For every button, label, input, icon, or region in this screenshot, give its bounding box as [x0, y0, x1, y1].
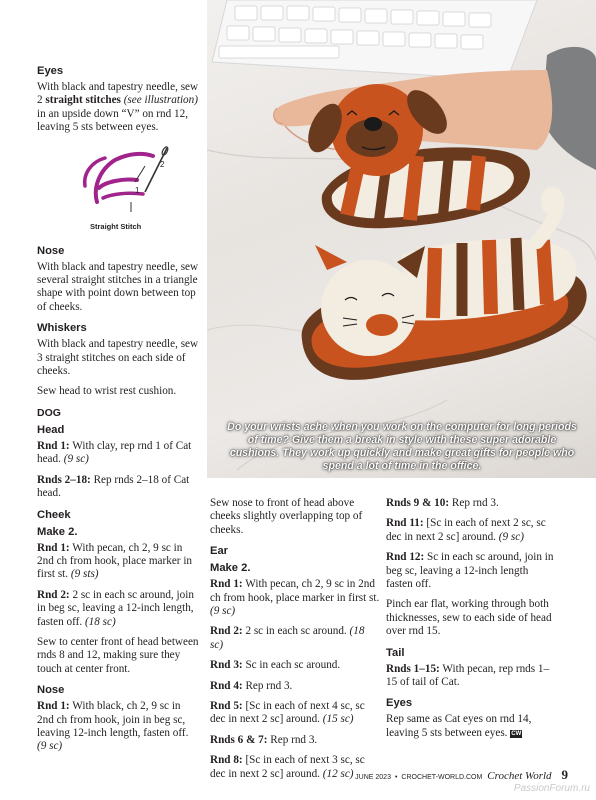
tail-heading: Tail: [386, 646, 405, 659]
eyes-instructions: With black and tapestry needle, sew 2 straight stitches (see illustration) in an upside down “V” on rnd 12, leaving 5 sts between eyes.: [37, 81, 199, 134]
keyboard: [212, 0, 537, 80]
dog-eyes-instructions: Rep same as Cat eyes on rnd 14, leaving 5 sts between eyes. CW: [386, 713, 532, 739]
dog-nose-rnd-1: Rnd 1: With black, ch 2, 9 sc in 2nd ch from hook, join in beg sc, leaving 12-inch length, fasten off. (9 sc): [37, 700, 189, 753]
diagram-number-2: 2: [160, 159, 165, 169]
ear-rnds-9-10: Rnds 9 & 10: Rep rnd 3.: [386, 497, 499, 509]
end-mark-icon: CW: [511, 730, 522, 737]
cheek-finishing: Sew to center front of head between rnds 8 and 12, making sure they touch at center front.: [37, 635, 199, 675]
watermark: PassionForum.ru: [513, 783, 590, 794]
ear-rnds-6-7: Rnds 6 & 7: Rep rnd 3.: [210, 733, 318, 746]
ear-rnd-1: Rnd 1: With pecan, ch 2, 9 sc in 2nd ch from hook, place marker in first st. (9 sc): [210, 578, 380, 618]
eyes-heading: Eyes: [37, 65, 64, 77]
cheek-rnd-2: Rnd 2: 2 sc in each sc around, join in beg sc, leaving a 12-inch length, fasten off. (18 sc): [37, 588, 194, 628]
ear-make-note: Make 2.: [210, 562, 251, 575]
ear-rnd-5: Rnd 5: [Sc in each of next 4 sc, sc dec in next 2 sc] around. (15 sc): [210, 700, 365, 726]
text-column-3: [386, 497, 556, 747]
ear-heading: Ear: [210, 545, 229, 558]
website: CROCHET-WORLD.COM: [401, 774, 483, 781]
dog-head-rnd-1: Rnd 1: With clay, rep rnd 1 of Cat head. (9 sc): [37, 439, 192, 466]
cheek-heading: Cheek: [37, 508, 71, 521]
illustration-caption: Straight Stitch: [90, 221, 142, 231]
text-column-2: [210, 497, 380, 788]
ear-rnd-8: Rnd 8: [Sc in each of next 3 sc, sc dec in next 2 sc] around. (12 sc): [210, 754, 365, 780]
sew-head-instructions: Sew head to wrist rest cushion.: [37, 385, 177, 398]
nose-instructions: With black and tapestry needle, sew several straight stitches in a triangle shape with point down between top of cheeks.: [37, 260, 199, 313]
ear-rnd-11: Rnd 11: [Sc in each of next 2 sc, sc dec in next 2 sc] around. (9 sc): [386, 517, 546, 543]
dog-nose-finishing: Sew nose to front of head above cheeks slightly overlapping top of cheeks.: [210, 497, 363, 536]
photo-caption: Do your wrists ache when you work on the computer for long periods of time? Give them a break in style with these super adorable cushions. They work up quickly and make great gifts for people who spend a lot of time in the office.: [227, 421, 577, 472]
ear-rnd-12: Rnd 12: Sc in each sc around, join in beg sc, leaving a 12-inch length fasten off.: [386, 551, 554, 591]
cheek-make-note: Make 2.: [37, 525, 78, 538]
cushions-photo: [207, 0, 596, 478]
text-column-1: [37, 64, 200, 761]
magazine-name: Crochet World: [487, 770, 552, 782]
nose-heading: Nose: [37, 244, 65, 257]
page-footer: JUNE 2023 • CROCHET-WORLD.COM Crochet World 9: [355, 767, 568, 782]
ear-rnd-3: Rnd 3: Sc in each sc around.: [210, 659, 341, 672]
dog-head-rnds-2-18: Rnds 2–18: Rep rnds 2–18 of Cat head.: [37, 473, 190, 500]
dog-nose-heading: Nose: [37, 684, 65, 697]
dog-section-heading: DOG: [37, 406, 61, 419]
straight-stitch-illustration: [37, 142, 200, 240]
straight-stitch-diagram-icon: [75, 142, 175, 222]
diagram-number-1: 1: [135, 185, 140, 195]
cheek-rnd-1: Rnd 1: With pecan, ch 2, 9 sc in 2nd ch from hook, place marker in first st. (9 sts): [37, 541, 193, 581]
whiskers-heading: Whiskers: [37, 322, 87, 335]
tail-rnds-1-15: Rnds 1–15: With pecan, rep rnds 1–15 of tail of Cat.: [386, 662, 550, 689]
dog-head-heading: Head: [37, 423, 65, 436]
ear-rnd-4: Rnd 4: Rep rnd 3.: [210, 679, 293, 692]
ear-rnd-2: Rnd 2: 2 sc in each sc around. (18 sc): [210, 625, 365, 651]
page-number: 9: [561, 767, 568, 782]
dog-eyes-heading: Eyes: [386, 697, 413, 710]
ear-finishing: Pinch ear flat, working through both thicknesses, sew to each side of head over rnd 15.: [386, 598, 552, 638]
issue-date: JUNE 2023: [355, 774, 391, 781]
photo-illustration: [207, 0, 596, 478]
whiskers-instructions: With black and tapestry needle, sew 3 straight stitches on each side of cheeks.: [37, 338, 199, 378]
